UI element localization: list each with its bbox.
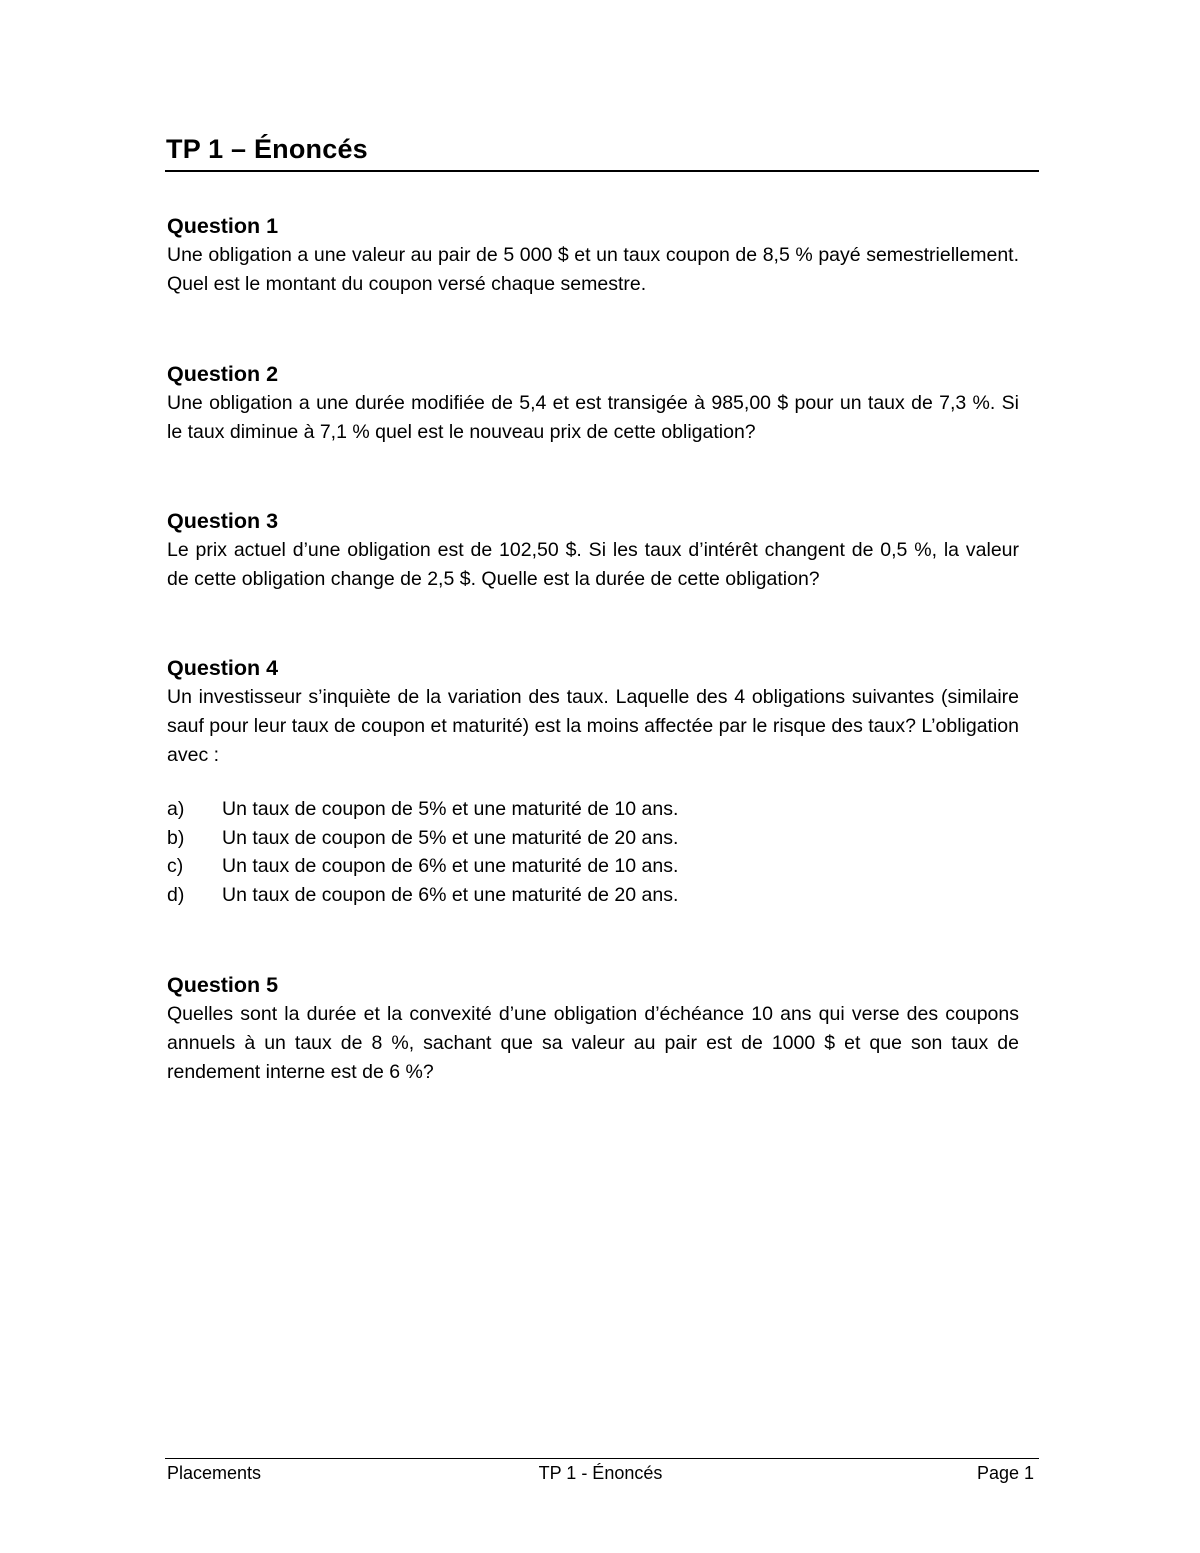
option-text: Un taux de coupon de 5% et une maturité de 10 ans. xyxy=(222,798,679,820)
option-letter: b) xyxy=(167,826,185,849)
question-1-text: Une obligation a une valeur au pair de 5 000 $ et un taux coupon de 8,5 % payé semestriellement. Quel est le montant du coupon versé chaque semestre. xyxy=(167,244,1019,295)
footer-divider xyxy=(165,1458,1039,1459)
question-3-text: Le prix actuel d’une obligation est de 102,50 $. Si les taux d’intérêt changent de 0,5 %, la valeur de cette obligation change de 2,5 $. Quelle est la durée de cette obligation? xyxy=(167,539,1019,590)
page-footer xyxy=(167,1463,1034,1489)
question-2-text: Une obligation a une durée modifiée de 5,4 et est transigée à 985,00 $ pour un taux de 7,3 %. Si le taux diminue à 7,1 % quel est le nouveau prix de cette obligation? xyxy=(167,392,1019,443)
option-letter: d) xyxy=(167,883,185,906)
option-letter: c) xyxy=(167,855,184,877)
question-4 xyxy=(167,653,1019,909)
question-2-heading: Question 2 xyxy=(167,362,279,386)
question-5-heading: Question 5 xyxy=(167,973,279,997)
option-text: Un taux de coupon de 5% et une maturité de 20 ans. xyxy=(222,826,679,849)
question-5 xyxy=(167,970,1019,1087)
question-3-heading: Question 3 xyxy=(167,509,279,533)
question-5-text: Quelles sont la durée et la convexité d’une obligation d’échéance 10 ans qui verse des coupons annuels à un taux de 8 %, sachant que sa valeur au pair est de 1000 $ et que son taux de rendement interne est de 6 %? xyxy=(167,1003,1019,1083)
option-text: Un taux de coupon de 6% et une maturité de 10 ans. xyxy=(222,855,679,877)
question-4-options xyxy=(167,795,1019,909)
footer-page-number: Page 1 xyxy=(976,1463,1034,1483)
option-c xyxy=(167,852,1019,881)
footer-course-name: Placements xyxy=(167,1463,262,1483)
option-b xyxy=(167,824,1019,853)
question-4-text: Un investisseur s’inquiète de la variation des taux. Laquelle des 4 obligations suivantes (similaire sauf pour leur taux de coupon et maturité) est la moins affectée par le risque des taux? L’obligation avec : xyxy=(167,686,1019,766)
option-d xyxy=(167,881,1019,910)
footer-document-title: TP 1 - Énoncés xyxy=(538,1463,663,1483)
title-divider xyxy=(165,170,1039,172)
question-3 xyxy=(167,506,1019,594)
option-text: Un taux de coupon de 6% et une maturité de 20 ans. xyxy=(222,883,679,906)
question-1 xyxy=(167,211,1019,299)
question-4-heading: Question 4 xyxy=(167,656,279,680)
option-a xyxy=(167,795,1019,824)
page-title: TP 1 – Énoncés xyxy=(166,134,368,164)
question-1-heading: Question 1 xyxy=(167,214,279,238)
question-2 xyxy=(167,359,1019,447)
option-letter: a) xyxy=(167,798,185,820)
